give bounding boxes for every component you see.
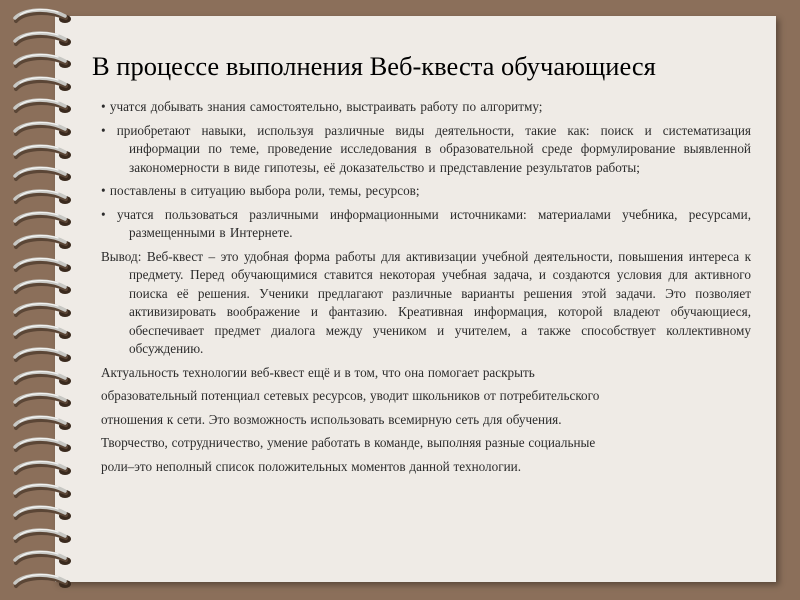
text-line: Творчество, сотрудничество, умение работать в команде, выполняя разные социальные [101,435,596,450]
spiral-ring-icon [8,209,76,231]
spiral-ring-icon [8,232,76,254]
bullet-item: • поставлены в ситуацию выбора роли, темы, ресурсов; [101,183,420,198]
spiral-ring-icon [8,503,76,525]
bullet-item: • учатся добывать знания самостоятельно, выстраивать работу по алгоритму; [101,99,543,114]
spiral-ring-icon [8,368,76,390]
conclusion-paragraph: Вывод: Веб-квест – это удобная форма работы для активизации учебной деятельности, повышения интереса к предмету. Перед обучающимися ставится некоторая учебная задача, и создаются условия для активного поиска её решения. Ученики предлагают различные варианты решения этой задачи. Это позволяет активизировать воображение и фантазию. Креативная информация, которой владеют обучающиеся, обеспечивает предмет диалога между учеником и учителем, а также способствует коллективному обсуждению. [101,248,751,356]
spiral-ring-icon [8,390,76,412]
spiral-ring-icon [8,345,76,367]
spiral-ring-icon [8,6,76,28]
spiral-ring-icon [8,187,76,209]
spiral-ring-icon [8,413,76,435]
spiral-ring-icon [8,571,76,593]
spiral-ring-icon [8,322,76,344]
text-line: отношения к сети. Это возможность использовать всемирную сеть для обучения. [101,411,562,427]
text-line: Актуальность технологии веб-квест ещё и в том, что она помогает раскрыть [101,364,535,380]
spiral-ring-icon [8,435,76,457]
spiral-ring-icon [8,481,76,503]
text-line: образовательный потенциал сетевых ресурсов, уводит школьников от потребительского [101,388,600,403]
text-line: роли–это неполный список положительных моментов данной технологии. [101,458,522,474]
spiral-ring-icon [8,548,76,570]
spiral-ring-icon [8,526,76,548]
spiral-ring-icon [8,255,76,277]
spiral-ring-icon [8,458,76,480]
spiral-ring-icon [8,277,76,299]
spiral-ring-icon [8,96,76,118]
slide-body [101,98,751,481]
spiral-ring-icon [8,164,76,186]
spiral-ring-icon [8,74,76,96]
spiral-ring-icon [8,300,76,322]
spiral-ring-icon [8,142,76,164]
spiral-ring-icon [8,29,76,51]
bullet-item: • учатся пользоваться различными информационными источниками: материалами учебника, ресурсами, размещенными в Интернете. [101,206,751,240]
spiral-ring-icon [8,51,76,73]
spiral-ring-icon [8,119,76,141]
slide-title: В процессе выполнения Веб-квеста обучающиеся [92,51,656,81]
bullet-item: • приобретают навыки, используя различные виды деятельности, такие как: поиск и систематизация информации по теме, проведение исследования в образовательной среде формулирование выявленной закономерности в виде гипотезы, её доказательство и представление результатов работы; [101,122,751,175]
